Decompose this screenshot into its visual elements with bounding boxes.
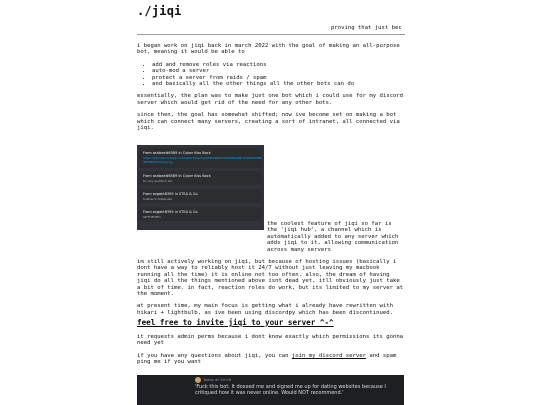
- contact-prefix: if you have any questions about jiqi, you can: [137, 352, 292, 359]
- footer-section: [137, 334, 405, 366]
- review-timestamp: Today at 20:09: [203, 377, 232, 382]
- feature-item: • protect a server from raids / spam: [152, 75, 405, 81]
- feature-list: [137, 62, 405, 88]
- hub-caption: the coolest feature of jiqi so far is the 'jiqi hub', a channel which is automatically added to any server which adds jiqi to it, allowing communication across many servers: [267, 221, 399, 253]
- hub-message-header: From ezgaht6395 in STEA & Co: [143, 192, 198, 196]
- invite-link[interactable]: feel free to invite jiqi to your server ^-^: [137, 318, 334, 327]
- goal-paragraph: since then, the goal has somewhat shifted; now ive become set on making a bot which can connect many servers, creating a sort of intranet, all connected via jiqi.: [137, 112, 400, 132]
- hub-message-header: From ashbee#6589 in Cyber Kiss Back: [143, 174, 211, 178]
- hub-message-header: From ezgaht6395 in STEA & Co: [143, 210, 198, 214]
- tagline-text: proving that just bec: [331, 25, 402, 31]
- focus-paragraph: at present time, my main focus is getting what i already have rewritten with hikari + lightbulb, as ive been using discordpy which has been discontinued.: [137, 303, 393, 316]
- plan-paragraph: essentially, the plan was to make just one bot which i could use for my discord server which would get rid of the need for any other bots.: [137, 93, 404, 106]
- perms-paragraph: it requests admin perms because i dont know exactly which permissions its gonna need yet: [137, 334, 404, 347]
- tagline-marquee: [137, 24, 405, 35]
- contact-suffix: and spam ping me if you want: [137, 352, 397, 366]
- review-screenshot: [137, 375, 404, 405]
- status-paragraph: im still actively working on jiqi, but because of hosting issues (basically i dont have a way to reliably host it 24/7 without just leaving my macbook running all the time) it is online not too often. also, the dream of having jiqi do all the things mentioned above isnt dead yet, itll obviously just take a bit of time. in fact, reaction roles do work, but its limited to my server at the moment.: [137, 259, 404, 298]
- review-text: 'Fuck this bot. It doxxed me and signed me up for dating websites because I critiqued how it was never online. Would NOT recommend.': [195, 384, 386, 397]
- feature-item: • add and remove roles via reactions: [152, 62, 405, 68]
- hub-message-body: hushes in tidepoles: [143, 197, 173, 201]
- intro-paragraph: i began work on jiqi back in march 2022 with the goal of making an all-purpose bot, meaning it would be able to: [137, 43, 400, 56]
- hub-message-header: From ashbee#6589 in Cyber Kiss Back: [143, 151, 211, 155]
- hub-message-link: https://cdn.discordapp.com/attachments/1095088167038984289/1098940388 4BF8RUVmcwq.png: [143, 156, 262, 164]
- hub-message-body: GETTIFIXED: [143, 215, 161, 219]
- intro-section: [137, 43, 405, 131]
- feature-item: • auto-mod a server: [152, 68, 405, 74]
- hub-message: [139, 148, 261, 168]
- avatar: [195, 377, 201, 383]
- discord-server-link[interactable]: join my discord server: [291, 352, 367, 359]
- hub-message-body: for any audition etc: [143, 179, 173, 183]
- jiqi-hub-screenshot: [137, 145, 264, 230]
- contact-paragraph: [137, 353, 405, 366]
- hub-message: [139, 189, 261, 203]
- page-title: ./jiqi: [137, 4, 182, 18]
- hub-message: [139, 171, 261, 185]
- feature-item: • and basically all the other things all the other bots can do: [152, 81, 405, 87]
- hub-message: [139, 207, 261, 221]
- hub-section: [137, 221, 405, 316]
